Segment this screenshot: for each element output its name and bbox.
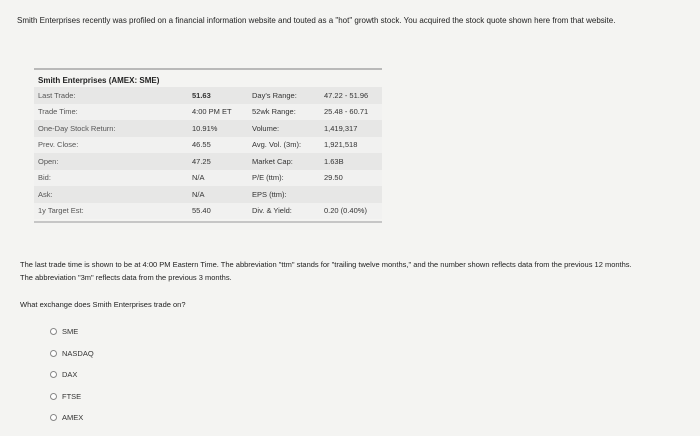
quote-value: 10.91% bbox=[188, 120, 248, 137]
quote-label: One-Day Stock Return: bbox=[34, 120, 188, 137]
quote-value: N/A bbox=[188, 186, 248, 203]
stock-quote-panel bbox=[34, 68, 382, 223]
answer-options bbox=[50, 321, 94, 429]
option-label: DAX bbox=[62, 370, 78, 380]
table-row bbox=[34, 186, 382, 203]
quote-value: 1,921,518 bbox=[320, 137, 382, 154]
quote-label: Open: bbox=[34, 153, 188, 170]
radio-button[interactable] bbox=[50, 414, 57, 421]
table-row bbox=[34, 153, 382, 170]
quote-value: 55.40 bbox=[188, 203, 248, 220]
option-dax[interactable] bbox=[50, 364, 94, 386]
stock-quote-table bbox=[34, 87, 382, 219]
quote-value: 46.55 bbox=[188, 137, 248, 154]
option-label: AMEX bbox=[62, 413, 84, 423]
quote-value: 4:00 PM ET bbox=[188, 104, 248, 121]
quote-value: 29.50 bbox=[320, 170, 382, 187]
option-sme[interactable] bbox=[50, 321, 94, 343]
option-nasdaq[interactable] bbox=[50, 343, 94, 365]
quote-value: 0.20 (0.40%) bbox=[320, 203, 382, 220]
table-row bbox=[34, 137, 382, 154]
quote-bottom-divider bbox=[34, 221, 382, 223]
quote-label: Volume: bbox=[248, 120, 320, 137]
quote-label: Ask: bbox=[34, 186, 188, 203]
quote-label: Bid: bbox=[34, 170, 188, 187]
quote-label: Last Trade: bbox=[34, 87, 188, 104]
table-row bbox=[34, 170, 382, 187]
quote-label: EPS (ttm): bbox=[248, 186, 320, 203]
quote-label: Trade Time: bbox=[34, 104, 188, 121]
intro-text: Smith Enterprises recently was profiled on a financial information website and touted as a "hot" growth stock. You acquired the stock quote shown here from that website. bbox=[17, 16, 616, 25]
table-row bbox=[34, 104, 382, 121]
quote-value: 51.63 bbox=[188, 87, 248, 104]
quote-title: Smith Enterprises (AMEX: SME) bbox=[38, 76, 160, 85]
quote-label: 52wk Range: bbox=[248, 104, 320, 121]
quote-label: Market Cap: bbox=[248, 153, 320, 170]
quote-label: Day's Range: bbox=[248, 87, 320, 104]
quote-label: 1y Target Est: bbox=[34, 203, 188, 220]
option-label: SME bbox=[62, 327, 79, 337]
radio-button[interactable] bbox=[50, 328, 57, 335]
quote-label: Avg. Vol. (3m): bbox=[248, 137, 320, 154]
question-text: What exchange does Smith Enterprises trade on? bbox=[20, 300, 186, 309]
radio-button[interactable] bbox=[50, 371, 57, 378]
table-row bbox=[34, 203, 382, 220]
option-ftse[interactable] bbox=[50, 386, 94, 408]
radio-button[interactable] bbox=[50, 393, 57, 400]
option-label: NASDAQ bbox=[62, 348, 94, 358]
radio-button[interactable] bbox=[50, 350, 57, 357]
quote-value bbox=[320, 186, 382, 203]
quote-label: Prev. Close: bbox=[34, 137, 188, 154]
option-label: FTSE bbox=[62, 391, 82, 401]
quote-value: 47.22 - 51.96 bbox=[320, 87, 382, 104]
quote-value: 25.48 - 60.71 bbox=[320, 104, 382, 121]
quote-value: N/A bbox=[188, 170, 248, 187]
quote-value: 1.63B bbox=[320, 153, 382, 170]
quote-value: 1,419,317 bbox=[320, 120, 382, 137]
quote-label: P/E (ttm): bbox=[248, 170, 320, 187]
option-amex[interactable] bbox=[50, 407, 94, 429]
explanation-note: The last trade time is shown to be at 4:00 PM Eastern Time. The abbreviation "ttm" stands for "trailing twelve months," and the number shown reflects data from the previous 12 months. The abbreviation "3m" reflects data from the previous 3 months. bbox=[20, 260, 632, 282]
table-row bbox=[34, 87, 382, 104]
table-row bbox=[34, 120, 382, 137]
quote-label: Div. & Yield: bbox=[248, 203, 320, 220]
quote-value: 47.25 bbox=[188, 153, 248, 170]
